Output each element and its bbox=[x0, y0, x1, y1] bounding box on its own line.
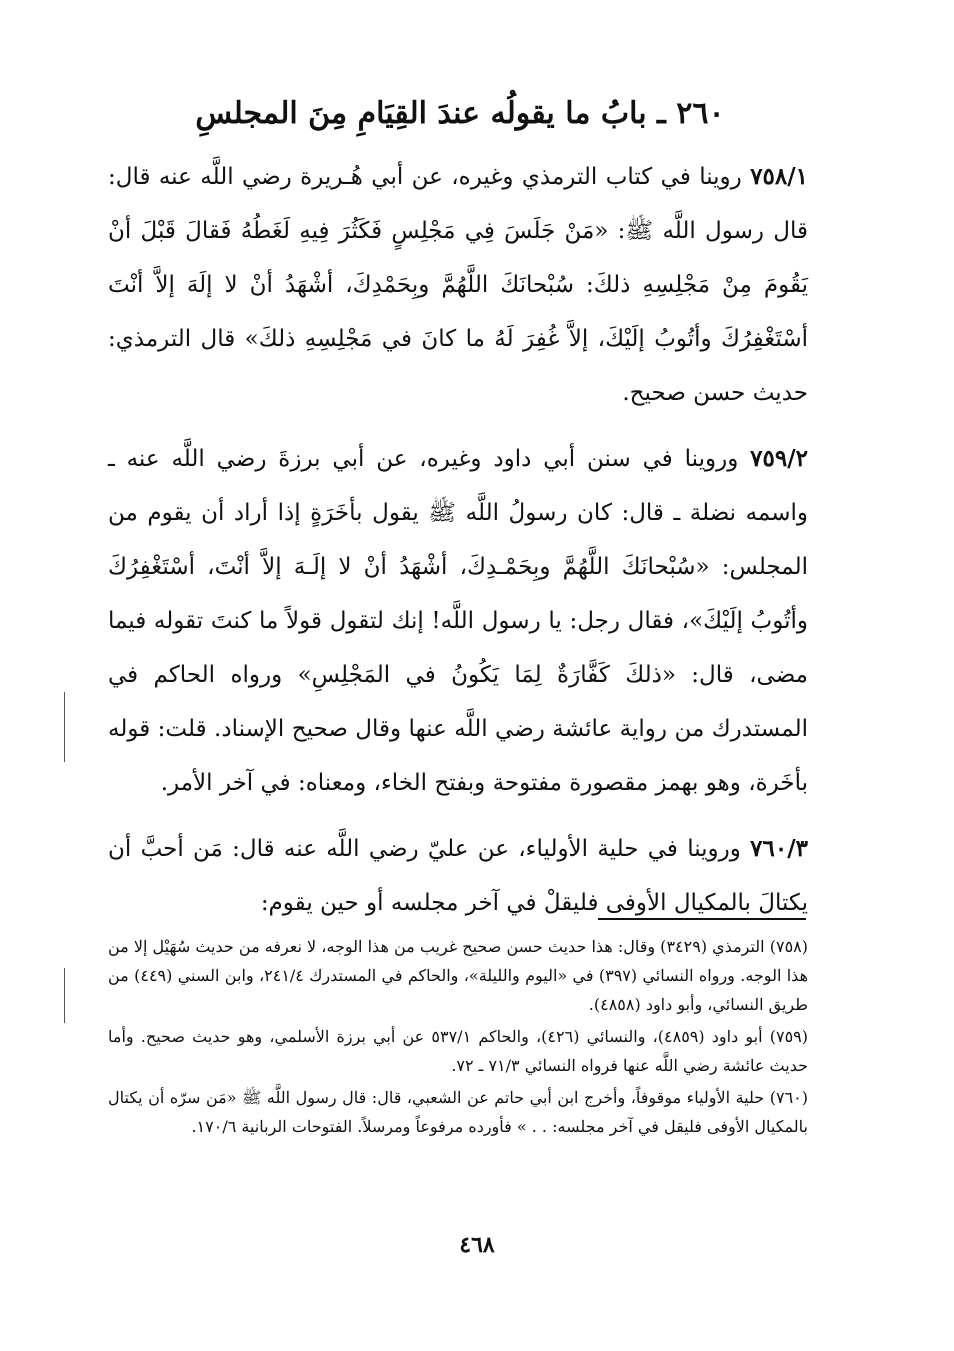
footnote-text: أبو داود (٤٨٥٩)، والنسائي (٤٢٦)، والحاكم ٥٣٧/١ عن أبي برزة الأسلمي، وهو حديث صحيح. وأما حديث عائشة رضي اللَّه عنها فرواه النسائي ٧١/٣ ـ ٧٢. bbox=[108, 1027, 808, 1075]
footnote bbox=[108, 1022, 808, 1080]
hadith-paragraph bbox=[108, 432, 808, 810]
footnote bbox=[108, 932, 808, 1019]
page-number: ٤٦٨ bbox=[459, 1232, 495, 1258]
footnote-number: (٧٦٠) bbox=[769, 1088, 809, 1107]
footnote-number: (٧٥٩) bbox=[769, 1027, 809, 1046]
main-text bbox=[108, 150, 808, 942]
footnote-text: الترمذي (٣٤٢٩) وقال: هذا حديث حسن صحيح غريب من هذا الوجه، لا نعرفه من حديث سُهَيْل إلا من هذا الوجه. ورواه النسائي (٣٩٧) في «اليوم والليلة»، والحاكم في المستدرك ٢٤١/٤، وابن السني (٤٤٩) من طريق النسائي، وأبو داود (٤٨٥٨). bbox=[108, 937, 809, 1014]
footnote bbox=[108, 1083, 808, 1141]
scan-margin-mark bbox=[64, 692, 65, 762]
chapter-heading: ٢٦٠ ـ بابُ ما يقولُه عندَ القِيَامِ مِنَ المجلسِ bbox=[195, 96, 725, 131]
footnote-text: حلية الأولياء موقوفاً، وأخرج ابن أبي حاتم عن الشعبي، قال: قال رسول اللَّه ﷺ «مَن سرّه أن يكتال بالمكيال الأوفى فليقل في آخر مجلسه: . . » فأورده مرفوعاً ومرسلاً. الفتوحات الربانية ١٧٠/٦. bbox=[108, 1088, 808, 1136]
footnotes bbox=[108, 932, 808, 1144]
hadith-text: وروينا في حلية الأولياء، عن عليّ رضي اللَّه عنه قال: مَن أحبَّ أن يكتالَ بالمكيال الأوفى فليقلْ في آخر مجلسه أو حين يقوم: bbox=[108, 836, 808, 916]
hadith-number: ٧٥٨/١ bbox=[750, 163, 809, 190]
hadith-number: ٧٥٩/٢ bbox=[750, 445, 808, 472]
footnote-number: (٧٥٨) bbox=[769, 937, 809, 956]
hadith-paragraph bbox=[108, 150, 808, 420]
scan-margin-mark bbox=[64, 968, 65, 1023]
hadith-number: ٧٦٠/٣ bbox=[750, 835, 808, 862]
hadith-text: روينا في كتاب الترمذي وغيره، عن أبي هُـريرة رضي اللَّه عنه قال: قال رسول اللَّه ﷺ: «مَنْ جَلَسَ فِي مَجْلِسٍ فَكَثُرَ فِيهِ لَغَطُهُ فَقالَ قَبْلَ أنْ يَقُومَ مِنْ مَجْلِسِهِ ذلكَ: سُبْحانَكَ اللَّهُمَّ وبِحَمْدِكَ، أشْهَدُ أنْ لا إلَهَ إلاَّ أنْتَ أسْتَغْفِرُكَ وأتُوبُ إلَيْكَ، إلاَّ غُفِرَ لَهُ ما كانَ في مَجْلِسِهِ ذلكَ» قال الترمذي: حديث حسن صحيح. bbox=[108, 164, 808, 406]
hadith-text: وروينا في سنن أبي داود وغيره، عن أبي برزةَ رضي اللَّه عنه ـ واسمه نضلة ـ قال: كان رسولُ اللَّه ﷺ يقول بأخَرَةٍ إذا أراد أن يقوم من المجلس: «سُبْحانَكَ اللَّهُمَّ وبِحَمْـدِكَ، أشْهَدُ أنْ لا إلَـهَ إلاَّ أنْتَ، أسْتَغْفِرُكَ وأتُوبُ إلَيْكَ»، فقال رجل: يا رسول اللَّه! إنك لتقول قولاً ما كنتَ تقوله فيما مضى، قال: «ذلكَ كَفَّارَةٌ لِمَا يَكُونُ في المَجْلِسِ» ورواه الحاكم في المستدرك من رواية عائشة رضي اللَّه عنها وقال صحيح الإسناد. قلت: قوله بأخَرة، وهو بهمز مقصورة مفتوحة وبفتح الخاء، ومعناه: في آخر الأمر. bbox=[108, 446, 808, 796]
footnote-separator bbox=[598, 918, 806, 920]
hadith-paragraph bbox=[108, 822, 808, 930]
